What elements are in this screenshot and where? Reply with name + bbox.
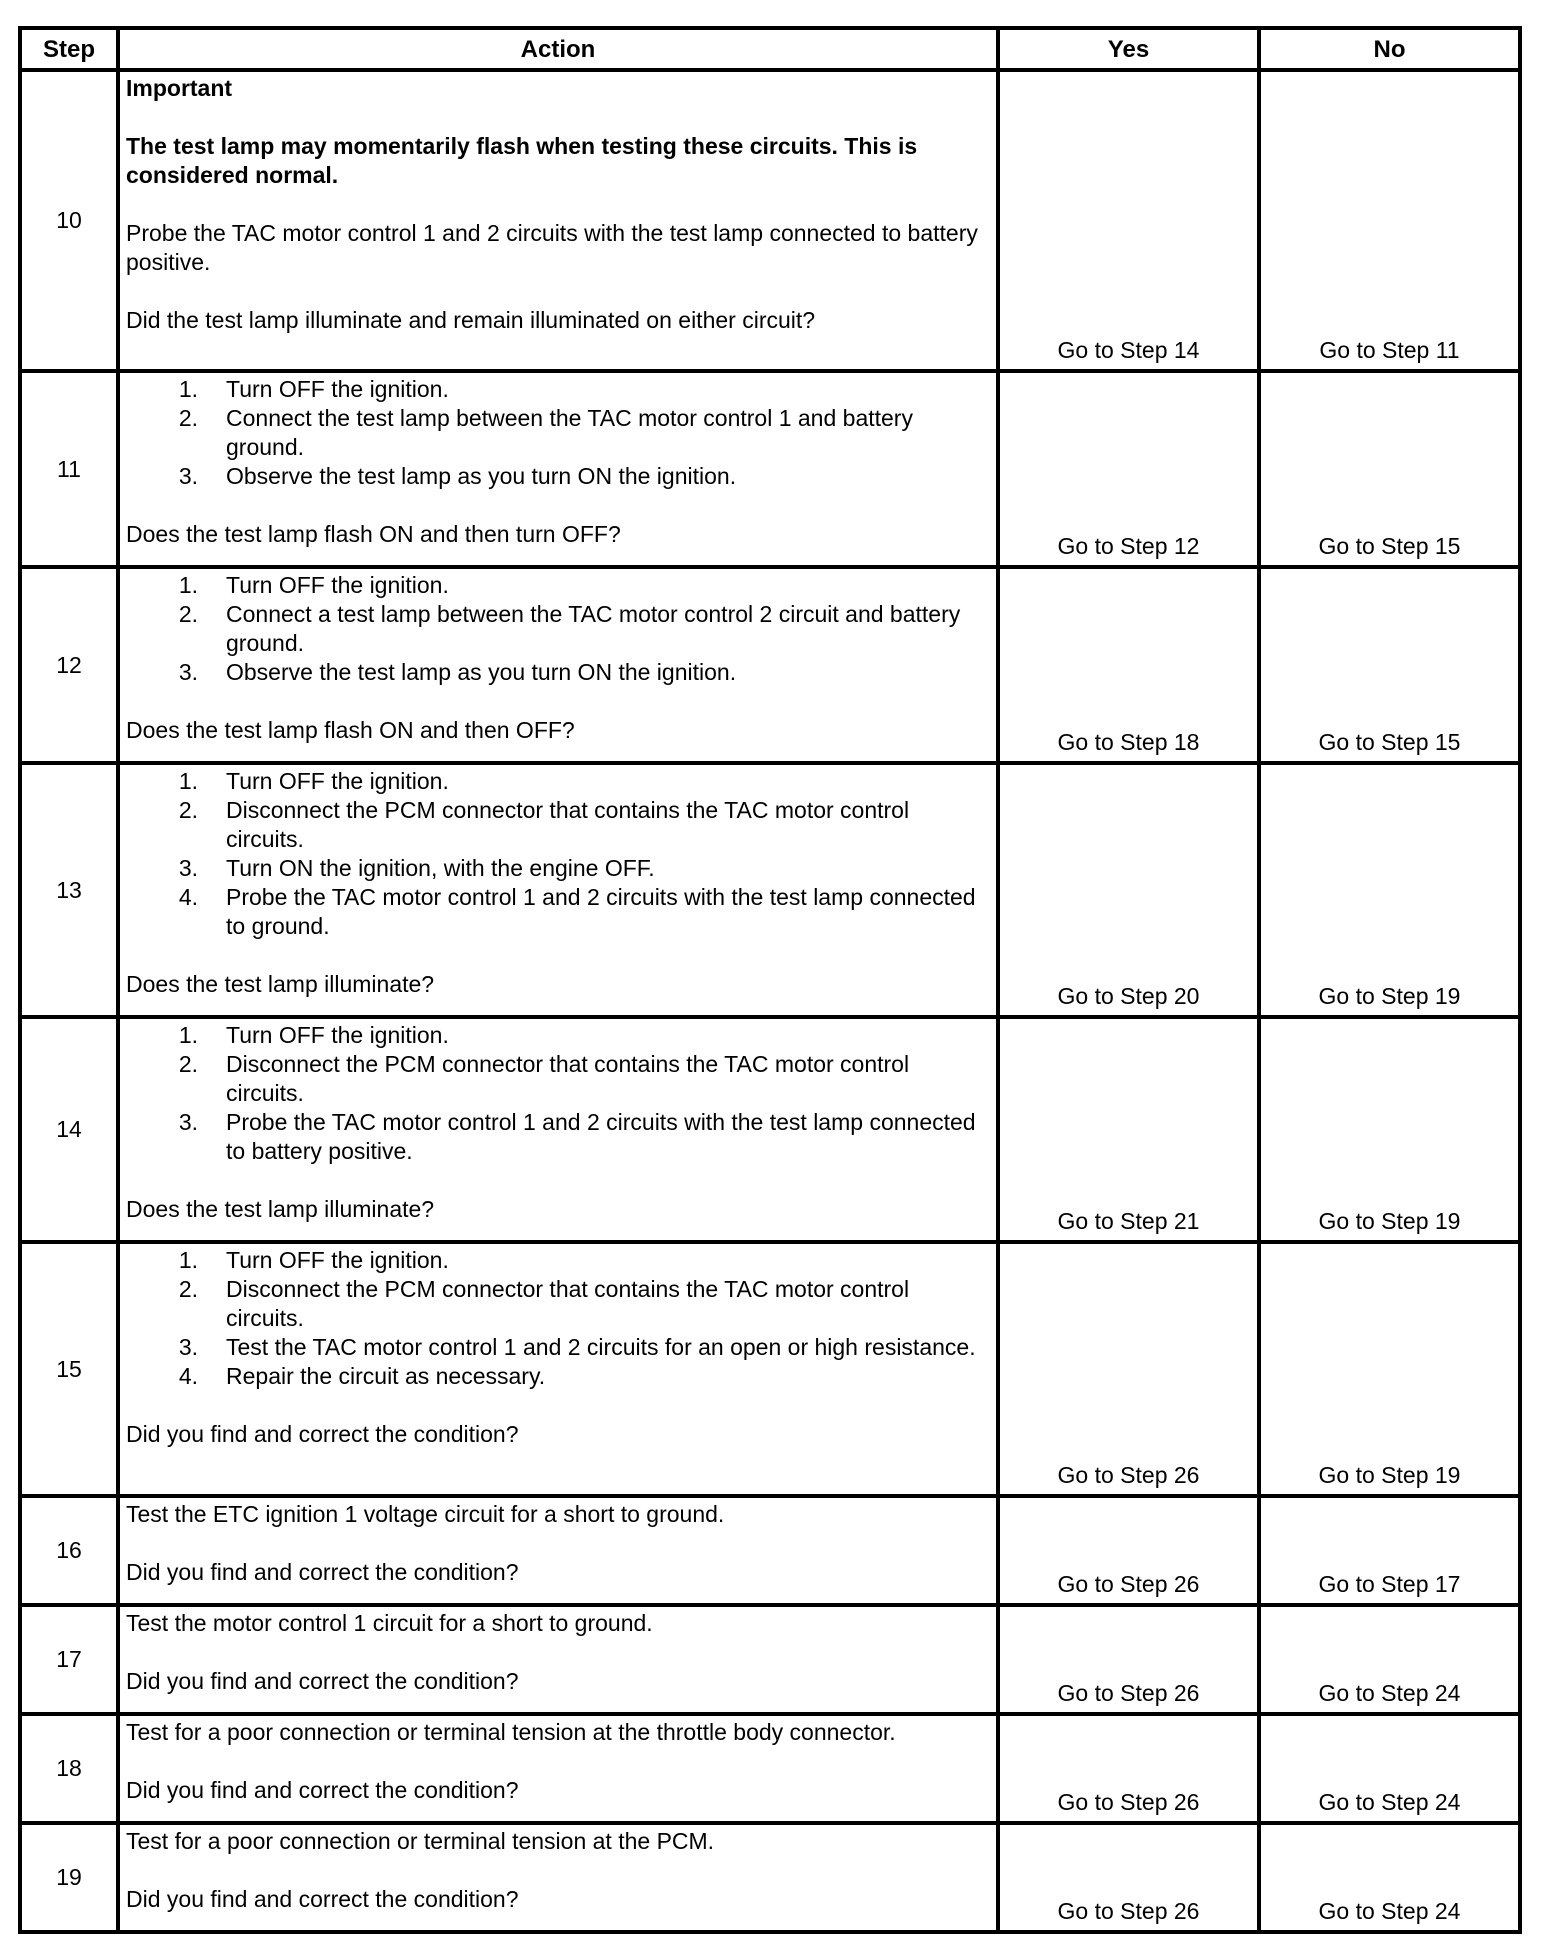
- list-item-text: Turn OFF the ignition.: [226, 1247, 449, 1273]
- diagnostic-table: [18, 26, 1522, 1934]
- no-answer: Go to Step 19: [1259, 763, 1520, 1017]
- important-heading: Important: [126, 75, 233, 101]
- action-cell: [118, 371, 998, 567]
- list-item-number: 1.: [178, 572, 198, 598]
- list-item: [126, 571, 988, 600]
- table-row: [20, 1242, 1520, 1496]
- step-number: 14: [20, 1017, 118, 1242]
- table-row: [20, 1605, 1520, 1714]
- action-cell: [118, 1017, 998, 1242]
- list-item-number: 1.: [178, 1247, 198, 1273]
- list-item-text: Turn ON the ignition, with the engine OFF.: [226, 855, 655, 881]
- step-number: 17: [20, 1605, 118, 1714]
- list-item-number: 2.: [178, 601, 198, 627]
- instruction-list: [126, 1246, 988, 1391]
- step-number: 19: [20, 1823, 118, 1932]
- action-text: Test the ETC ignition 1 voltage circuit for a short to ground.: [126, 1501, 725, 1527]
- yes-answer: Go to Step 14: [998, 70, 1259, 371]
- table-row: [20, 763, 1520, 1017]
- yes-answer: Go to Step 26: [998, 1714, 1259, 1823]
- list-item: [126, 1275, 988, 1333]
- step-number: 12: [20, 567, 118, 763]
- table-row: [20, 1017, 1520, 1242]
- important-note: The test lamp may momentarily flash when testing these circuits. This is considered normal.: [126, 133, 918, 188]
- question-text: Did you find and correct the condition?: [126, 1421, 519, 1447]
- table-row: [20, 1496, 1520, 1605]
- header-yes: Yes: [998, 28, 1259, 70]
- list-item-number: 1.: [178, 768, 198, 794]
- action-cell: [118, 1714, 998, 1823]
- question-text: Does the test lamp flash ON and then OFF?: [126, 717, 575, 743]
- list-item: [126, 1333, 988, 1362]
- yes-answer: Go to Step 26: [998, 1605, 1259, 1714]
- question-text: Does the test lamp flash ON and then turn OFF?: [126, 521, 621, 547]
- list-item-number: 3.: [178, 855, 198, 881]
- list-item-text: Connect the test lamp between the TAC motor control 1 and battery ground.: [226, 405, 913, 460]
- no-answer: Go to Step 19: [1259, 1242, 1520, 1496]
- list-item: [126, 796, 988, 854]
- table-row: [20, 1823, 1520, 1932]
- list-item-text: Repair the circuit as necessary.: [226, 1363, 546, 1389]
- list-item: [126, 375, 988, 404]
- no-answer: Go to Step 19: [1259, 1017, 1520, 1242]
- step-number: 10: [20, 70, 118, 371]
- question-text: Does the test lamp illuminate?: [126, 971, 435, 997]
- table-row: [20, 567, 1520, 763]
- table-row: [20, 1714, 1520, 1823]
- action-text: Test the motor control 1 circuit for a short to ground.: [126, 1610, 653, 1636]
- list-item-text: Probe the TAC motor control 1 and 2 circuits with the test lamp connected to ground.: [226, 884, 976, 939]
- yes-answer: Go to Step 20: [998, 763, 1259, 1017]
- question-text: Did you find and correct the condition?: [126, 1886, 519, 1912]
- instruction-list: [126, 767, 988, 941]
- list-item-text: Turn OFF the ignition.: [226, 1022, 449, 1048]
- list-item: [126, 462, 988, 491]
- step-number: 15: [20, 1242, 118, 1496]
- list-item-number: 1.: [178, 376, 198, 402]
- action-cell: [118, 763, 998, 1017]
- list-item-text: Turn OFF the ignition.: [226, 376, 449, 402]
- list-item-number: 3.: [178, 1109, 198, 1135]
- list-item-text: Observe the test lamp as you turn ON the ignition.: [226, 659, 737, 685]
- question-text: Did you find and correct the condition?: [126, 1559, 519, 1585]
- no-answer: Go to Step 15: [1259, 567, 1520, 763]
- list-item-number: 4.: [178, 1363, 198, 1389]
- list-item: [126, 1108, 988, 1166]
- action-text: Test for a poor connection or terminal tension at the throttle body connector.: [126, 1719, 896, 1745]
- no-answer: Go to Step 11: [1259, 70, 1520, 371]
- list-item-text: Connect a test lamp between the TAC motor control 2 circuit and battery ground.: [226, 601, 961, 656]
- table-header-row: [20, 28, 1520, 70]
- list-item-number: 2.: [178, 405, 198, 431]
- list-item-number: 3.: [178, 1334, 198, 1360]
- instruction-list: [126, 375, 988, 491]
- question-text: Did you find and correct the condition?: [126, 1668, 519, 1694]
- list-item-text: Disconnect the PCM connector that contains the TAC motor control circuits.: [226, 1276, 910, 1331]
- no-answer: Go to Step 24: [1259, 1605, 1520, 1714]
- action-cell: [118, 70, 998, 371]
- list-item-text: Observe the test lamp as you turn ON the ignition.: [226, 463, 737, 489]
- list-item: [126, 600, 988, 658]
- question-text: Did the test lamp illuminate and remain illuminated on either circuit?: [126, 307, 816, 333]
- action-cell: [118, 1823, 998, 1932]
- yes-answer: Go to Step 26: [998, 1496, 1259, 1605]
- list-item-number: 3.: [178, 463, 198, 489]
- list-item-text: Turn OFF the ignition.: [226, 572, 449, 598]
- step-number: 13: [20, 763, 118, 1017]
- list-item: [126, 658, 988, 687]
- step-number: 18: [20, 1714, 118, 1823]
- action-text: Test for a poor connection or terminal tension at the PCM.: [126, 1828, 715, 1854]
- yes-answer: Go to Step 26: [998, 1242, 1259, 1496]
- yes-answer: Go to Step 18: [998, 567, 1259, 763]
- list-item: [126, 1021, 988, 1050]
- list-item-number: 4.: [178, 884, 198, 910]
- list-item-text: Turn OFF the ignition.: [226, 768, 449, 794]
- action-cell: [118, 1496, 998, 1605]
- table-row: [20, 371, 1520, 567]
- list-item: [126, 767, 988, 796]
- header-no: No: [1259, 28, 1520, 70]
- instruction-list: [126, 571, 988, 687]
- no-answer: Go to Step 17: [1259, 1496, 1520, 1605]
- list-item-number: 2.: [178, 1051, 198, 1077]
- instruction-list: [126, 1021, 988, 1166]
- yes-answer: Go to Step 26: [998, 1823, 1259, 1932]
- table-row: [20, 70, 1520, 371]
- list-item-text: Disconnect the PCM connector that contains the TAC motor control circuits.: [226, 797, 910, 852]
- action-text: Probe the TAC motor control 1 and 2 circuits with the test lamp connected to battery positive.: [126, 220, 978, 275]
- list-item-text: Test the TAC motor control 1 and 2 circuits for an open or high resistance.: [226, 1334, 976, 1360]
- list-item-number: 1.: [178, 1022, 198, 1048]
- no-answer: Go to Step 24: [1259, 1714, 1520, 1823]
- list-item: [126, 854, 988, 883]
- no-answer: Go to Step 15: [1259, 371, 1520, 567]
- question-text: Did you find and correct the condition?: [126, 1777, 519, 1803]
- no-answer: Go to Step 24: [1259, 1823, 1520, 1932]
- list-item: [126, 1362, 988, 1391]
- header-action: Action: [118, 28, 998, 70]
- yes-answer: Go to Step 12: [998, 371, 1259, 567]
- list-item: [126, 1246, 988, 1275]
- list-item-number: 2.: [178, 797, 198, 823]
- list-item: [126, 883, 988, 941]
- question-text: Does the test lamp illuminate?: [126, 1196, 435, 1222]
- list-item-text: Disconnect the PCM connector that contains the TAC motor control circuits.: [226, 1051, 910, 1106]
- list-item: [126, 1050, 988, 1108]
- header-step: Step: [20, 28, 118, 70]
- action-cell: [118, 1605, 998, 1714]
- list-item-number: 2.: [178, 1276, 198, 1302]
- action-cell: [118, 1242, 998, 1496]
- list-item: [126, 404, 988, 462]
- step-number: 11: [20, 371, 118, 567]
- step-number: 16: [20, 1496, 118, 1605]
- yes-answer: Go to Step 21: [998, 1017, 1259, 1242]
- action-cell: [118, 567, 998, 763]
- list-item-text: Probe the TAC motor control 1 and 2 circuits with the test lamp connected to battery positive.: [226, 1109, 976, 1164]
- list-item-number: 3.: [178, 659, 198, 685]
